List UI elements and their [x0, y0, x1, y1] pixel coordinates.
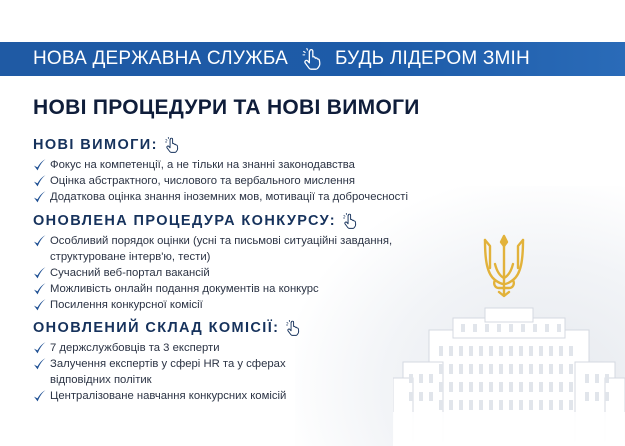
- section-title: ОНОВЛЕНИЙ СКЛАД КОМІСІЇ:: [33, 320, 280, 336]
- list-item: Централізоване навчання конкурсних комісій: [33, 388, 301, 404]
- check-icon: [33, 389, 46, 403]
- banner-left-text: НОВА ДЕРЖАВНА СЛУЖБА: [33, 48, 288, 69]
- section-new-requirements: [33, 135, 408, 205]
- list-item-continuation: відповідних політик: [50, 374, 152, 386]
- banner-right-text: БУДЬ ЛІДЕРОМ ЗМІН: [334, 48, 530, 69]
- section-title: НОВІ ВИМОГИ:: [33, 137, 158, 153]
- list-item: Фокус на компетенції, а не тільки на знанні законодавства: [33, 157, 408, 173]
- list-item: Сучасний веб-портал вакансій: [33, 265, 392, 281]
- page-title: НОВІ ПРОЦЕДУРИ ТА НОВІ ВИМОГИ: [33, 96, 420, 119]
- hand-pointer-icon: [342, 213, 358, 229]
- list-item-continuation: структуроване інтерв'ю, тести): [50, 251, 211, 263]
- section-updated-procedure: [33, 211, 392, 313]
- list-item: Додаткова оцінка знання іноземних мов, мотивації та доброчесності: [33, 189, 408, 205]
- list-item: Оцінка абстрактного, числового та вербального мислення: [33, 173, 408, 189]
- hand-pointer-icon: [285, 320, 301, 336]
- list-item: 7 держслужбовців та 3 експерти: [33, 340, 301, 356]
- check-icon: [33, 357, 46, 371]
- check-icon: [33, 174, 46, 188]
- trident-icon: [481, 234, 527, 298]
- bullet-list: [33, 157, 408, 205]
- list-item: Можливість онлайн подання документів на конкурс: [33, 281, 392, 297]
- check-icon: [33, 190, 46, 204]
- list-item: Посилення конкурсної комісії: [33, 297, 392, 313]
- government-building-icon: [393, 300, 625, 446]
- bullet-list: [33, 340, 301, 404]
- section-updated-commission: [33, 318, 301, 404]
- hand-pointer-icon: [164, 137, 180, 153]
- check-icon: [33, 234, 46, 248]
- check-icon: [33, 266, 46, 280]
- header-banner: [0, 42, 625, 76]
- check-icon: [33, 158, 46, 172]
- check-icon: [33, 341, 46, 355]
- hand-pointer-icon: [301, 48, 323, 70]
- check-icon: [33, 282, 46, 296]
- list-item: Особливий порядок оцінки (усні та письмові ситуаційні завдання,: [33, 233, 392, 249]
- list-item: Залучення експертів у сфері HR та у сферах: [33, 356, 301, 372]
- section-title: ОНОВЛЕНА ПРОЦЕДУРА КОНКУРСУ:: [33, 213, 336, 229]
- check-icon: [33, 298, 46, 312]
- bullet-list: [33, 233, 392, 313]
